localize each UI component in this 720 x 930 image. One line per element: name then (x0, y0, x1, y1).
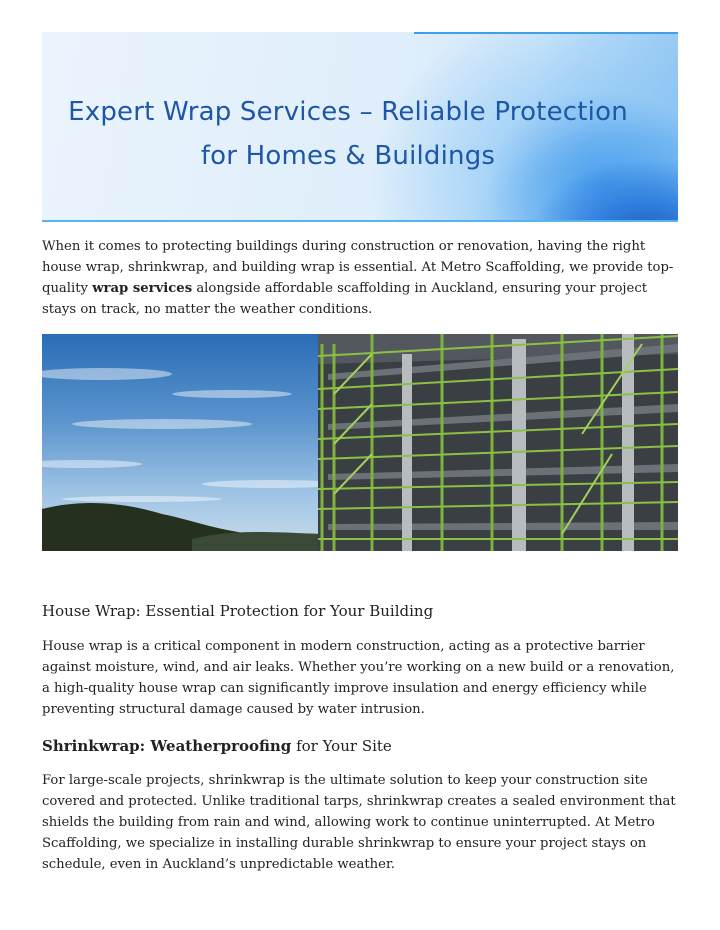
hero-title-line-1: Expert Wrap Services – Reliable Protection (68, 97, 628, 127)
hero-top-accent-line (414, 32, 678, 34)
intro-paragraph (42, 236, 678, 320)
house-wrap-heading: House Wrap: Essential Protection for Your Building (42, 602, 434, 620)
intro-text-start: When it comes to protecting buildings during construction or renovation, having the right house wrap, shrinkwrap, and building wrap is essential. At Metro Scaffolding, we provide top-quality (42, 239, 674, 296)
house-wrap-paragraph: House wrap is a critical component in modern construction, acting as a protective barrier against moisture, wind, and air leaks. Whether you’re working on a new build or a renovation, a high-quality house wrap can significantly improve insulation and energy efficiency while preventing structural damage caused by water intrusion. (42, 639, 675, 717)
shrinkwrap-heading-rest: for Your Site (291, 737, 392, 755)
shrinkwrap-paragraph: For large-scale projects, shrinkwrap is the ultimate solution to keep your construction site covered and protected. Unlike traditional tarps, shrinkwrap creates a sealed environment that shields the building from rain and wind, allowing work to continue uninterrupted. At Metro Scaffolding, we specialize in installing durable shrinkwrap to ensure your project stays on schedule, even in Auckland’s unpredictable weather. (42, 773, 676, 872)
intro-bold-wrap-services: wrap services (92, 281, 193, 296)
hero-bottom-accent-line (42, 220, 678, 222)
hero-title (42, 90, 654, 178)
hero-title-line-2: for Homes & Buildings (200, 141, 496, 171)
intro-text-end: alongside affordable scaffolding in Auckland, ensuring your project stays on track, no matter the weather conditions. (42, 281, 648, 317)
scaffolding-photo (42, 334, 678, 551)
shrinkwrap-heading (42, 735, 678, 757)
hero-banner (42, 32, 678, 222)
shrinkwrap-heading-bold: Shrinkwrap: Weatherproofing (42, 737, 292, 755)
scaffolding-photo-illustration (42, 334, 678, 551)
